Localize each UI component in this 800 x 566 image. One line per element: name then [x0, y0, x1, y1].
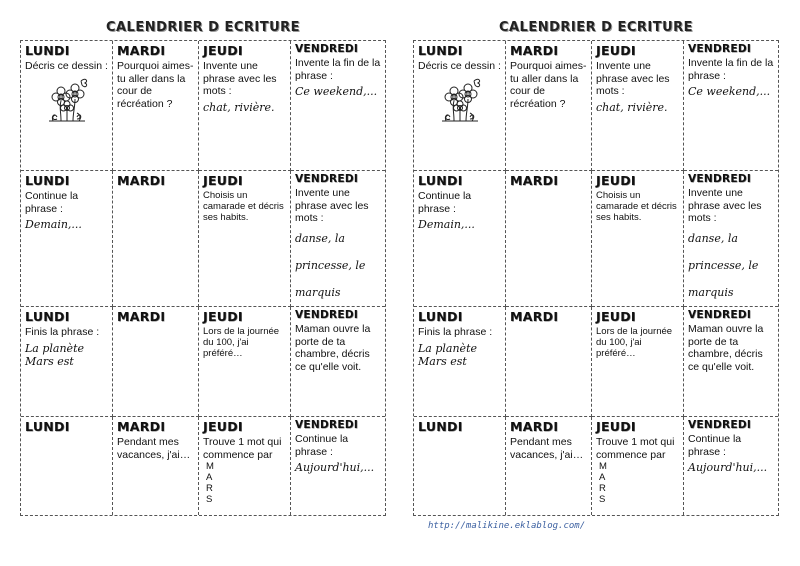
day-label: LUNDI: [418, 309, 463, 324]
day-label: LUNDI: [418, 43, 463, 58]
calendar-cell: [506, 307, 592, 417]
day-label: JEUDI: [203, 419, 243, 434]
calendar-sheet-right: [410, 20, 782, 516]
calendar-cell: [199, 41, 291, 171]
day-label: VENDREDI: [688, 43, 752, 55]
day-label: JEUDI: [203, 173, 243, 188]
calendar-cell: [113, 307, 199, 417]
day-label: LUNDI: [418, 419, 463, 434]
calendar-cell: [414, 171, 506, 307]
writing-prompt: Maman ouvre la porte de ta chambre, décris ce qu'elle voit.: [295, 323, 371, 373]
cursive-sentence: La planète Mars est: [418, 341, 478, 368]
writing-prompt: Pendant mes vacances, j'ai…: [117, 436, 191, 461]
cursive-sentence: danse, la princesse, le marquis: [295, 231, 366, 299]
cursive-sentence: Ce weekend,...: [688, 85, 771, 98]
day-label: LUNDI: [25, 43, 70, 58]
writing-prompt: Pourquoi aimes-tu aller dans la cour de récréation ?: [117, 60, 194, 110]
calendar-cell: [506, 41, 592, 171]
day-label: LUNDI: [25, 309, 70, 324]
writing-prompt: Choisis un camarade et décris ses habits.: [203, 190, 284, 223]
writing-prompt: Invente une phrase avec les mots :: [688, 187, 762, 224]
cursive-sentence: chat, rivière.: [203, 100, 275, 114]
calendar-cell: [684, 41, 778, 171]
cursive-sentence: chat, rivière.: [596, 100, 668, 114]
calendar-cell: [21, 41, 113, 171]
acrostic-letter: M: [206, 461, 214, 472]
writing-prompt: Continue la phrase :: [688, 433, 742, 458]
writing-prompt: Invente une phrase avec les mots :: [203, 60, 277, 97]
writing-prompt: Lors de la journée du 100, j'ai préféré…: [596, 326, 673, 359]
day-label: VENDREDI: [295, 309, 359, 321]
cursive-sentence: La planète Mars est: [25, 341, 85, 368]
day-label: LUNDI: [25, 419, 70, 434]
acrostic-letter: A: [599, 472, 606, 483]
day-label: MARDI: [117, 173, 166, 188]
calendar-grid: [20, 40, 386, 516]
cursive-sentence: Ce weekend,...: [295, 85, 378, 98]
day-label: JEUDI: [596, 43, 636, 58]
acrostic-letter: S: [599, 494, 606, 505]
sheet-title: CALENDRIER D ECRITURE: [498, 20, 694, 35]
flower-drawing-icon: [432, 77, 488, 123]
day-label: LUNDI: [418, 173, 463, 188]
day-label: VENDREDI: [295, 43, 359, 55]
acrostic-letter: R: [599, 483, 606, 494]
acrostic-letter: S: [206, 494, 213, 505]
day-label: MARDI: [117, 309, 166, 324]
writing-prompt: Pendant mes vacances, j'ai…: [510, 436, 584, 461]
calendar-sheet-left: [17, 20, 389, 516]
day-label: JEUDI: [596, 173, 636, 188]
calendar-cell: [592, 307, 684, 417]
calendar-cell: [21, 171, 113, 307]
day-label: VENDREDI: [295, 173, 359, 185]
calendar-cell: [592, 417, 684, 515]
writing-prompt: Finis la phrase :: [25, 326, 100, 338]
calendar-cell: [291, 307, 385, 417]
calendar-cell: [113, 171, 199, 307]
day-label: MARDI: [117, 419, 166, 434]
writing-prompt: Décris ce dessin :: [25, 60, 108, 72]
day-label: MARDI: [510, 309, 559, 324]
calendar-cell: [291, 171, 385, 307]
writing-prompt: Invente une phrase avec les mots :: [295, 187, 369, 224]
calendar-cell: [506, 417, 592, 515]
cursive-sentence: danse, la princesse, le marquis: [688, 231, 759, 299]
writing-prompt: Continue la phrase :: [25, 190, 79, 215]
day-label: JEUDI: [596, 309, 636, 324]
day-label: JEUDI: [203, 309, 243, 324]
calendar-grid: [413, 40, 779, 516]
cursive-sentence: Demain,...: [418, 218, 475, 231]
writing-prompt: Continue la phrase :: [295, 433, 349, 458]
calendar-cell: [291, 417, 385, 515]
calendar-cell: [592, 41, 684, 171]
calendar-cell: [592, 171, 684, 307]
day-label: MARDI: [510, 43, 559, 58]
day-label: VENDREDI: [295, 419, 359, 431]
writing-prompt: Trouve 1 mot qui commence par: [596, 436, 675, 461]
calendar-cell: [113, 417, 199, 515]
day-label: MARDI: [117, 43, 166, 58]
day-label: LUNDI: [25, 173, 70, 188]
day-label: VENDREDI: [688, 309, 752, 321]
writing-prompt: Décris ce dessin :: [418, 60, 501, 72]
flower-drawing-icon: [39, 77, 95, 123]
calendar-cell: [199, 307, 291, 417]
calendar-cell: [113, 41, 199, 171]
calendar-cell: [21, 307, 113, 417]
calendar-cell: [684, 171, 778, 307]
day-label: JEUDI: [596, 419, 636, 434]
acrostic-letter: R: [206, 483, 213, 494]
footer-url[interactable]: http://malikine.eklablog.com/: [428, 521, 586, 531]
day-label: MARDI: [510, 419, 559, 434]
writing-prompt: Choisis un camarade et décris ses habits.: [596, 190, 677, 223]
writing-prompt: Pourquoi aimes-tu aller dans la cour de récréation ?: [510, 60, 587, 110]
calendar-cell: [506, 171, 592, 307]
calendar-cell: [291, 41, 385, 171]
calendar-cell: [684, 307, 778, 417]
calendar-cell: [199, 417, 291, 515]
day-label: VENDREDI: [688, 173, 752, 185]
writing-prompt: Invente la fin de la phrase :: [295, 57, 381, 82]
acrostic-letter: A: [206, 472, 213, 483]
acrostic-letter: M: [599, 461, 607, 472]
cursive-sentence: Demain,...: [25, 218, 82, 231]
writing-prompt: Finis la phrase :: [418, 326, 493, 338]
calendar-cell: [414, 307, 506, 417]
calendar-cell: [21, 417, 113, 515]
calendar-cell: [199, 171, 291, 307]
day-label: MARDI: [510, 173, 559, 188]
writing-prompt: Lors de la journée du 100, j'ai préféré…: [203, 326, 280, 359]
cursive-sentence: Aujourd'hui,...: [688, 461, 768, 474]
cursive-sentence: Aujourd'hui,...: [295, 461, 375, 474]
writing-prompt: Continue la phrase :: [418, 190, 472, 215]
calendar-cell: [414, 417, 506, 515]
writing-prompt: Invente la fin de la phrase :: [688, 57, 774, 82]
sheet-title: CALENDRIER D ECRITURE: [105, 20, 301, 35]
day-label: VENDREDI: [688, 419, 752, 431]
calendar-cell: [414, 41, 506, 171]
day-label: JEUDI: [203, 43, 243, 58]
writing-prompt: Maman ouvre la porte de ta chambre, décris ce qu'elle voit.: [688, 323, 764, 373]
calendar-cell: [684, 417, 778, 515]
writing-prompt: Invente une phrase avec les mots :: [596, 60, 670, 97]
writing-prompt: Trouve 1 mot qui commence par: [203, 436, 282, 461]
